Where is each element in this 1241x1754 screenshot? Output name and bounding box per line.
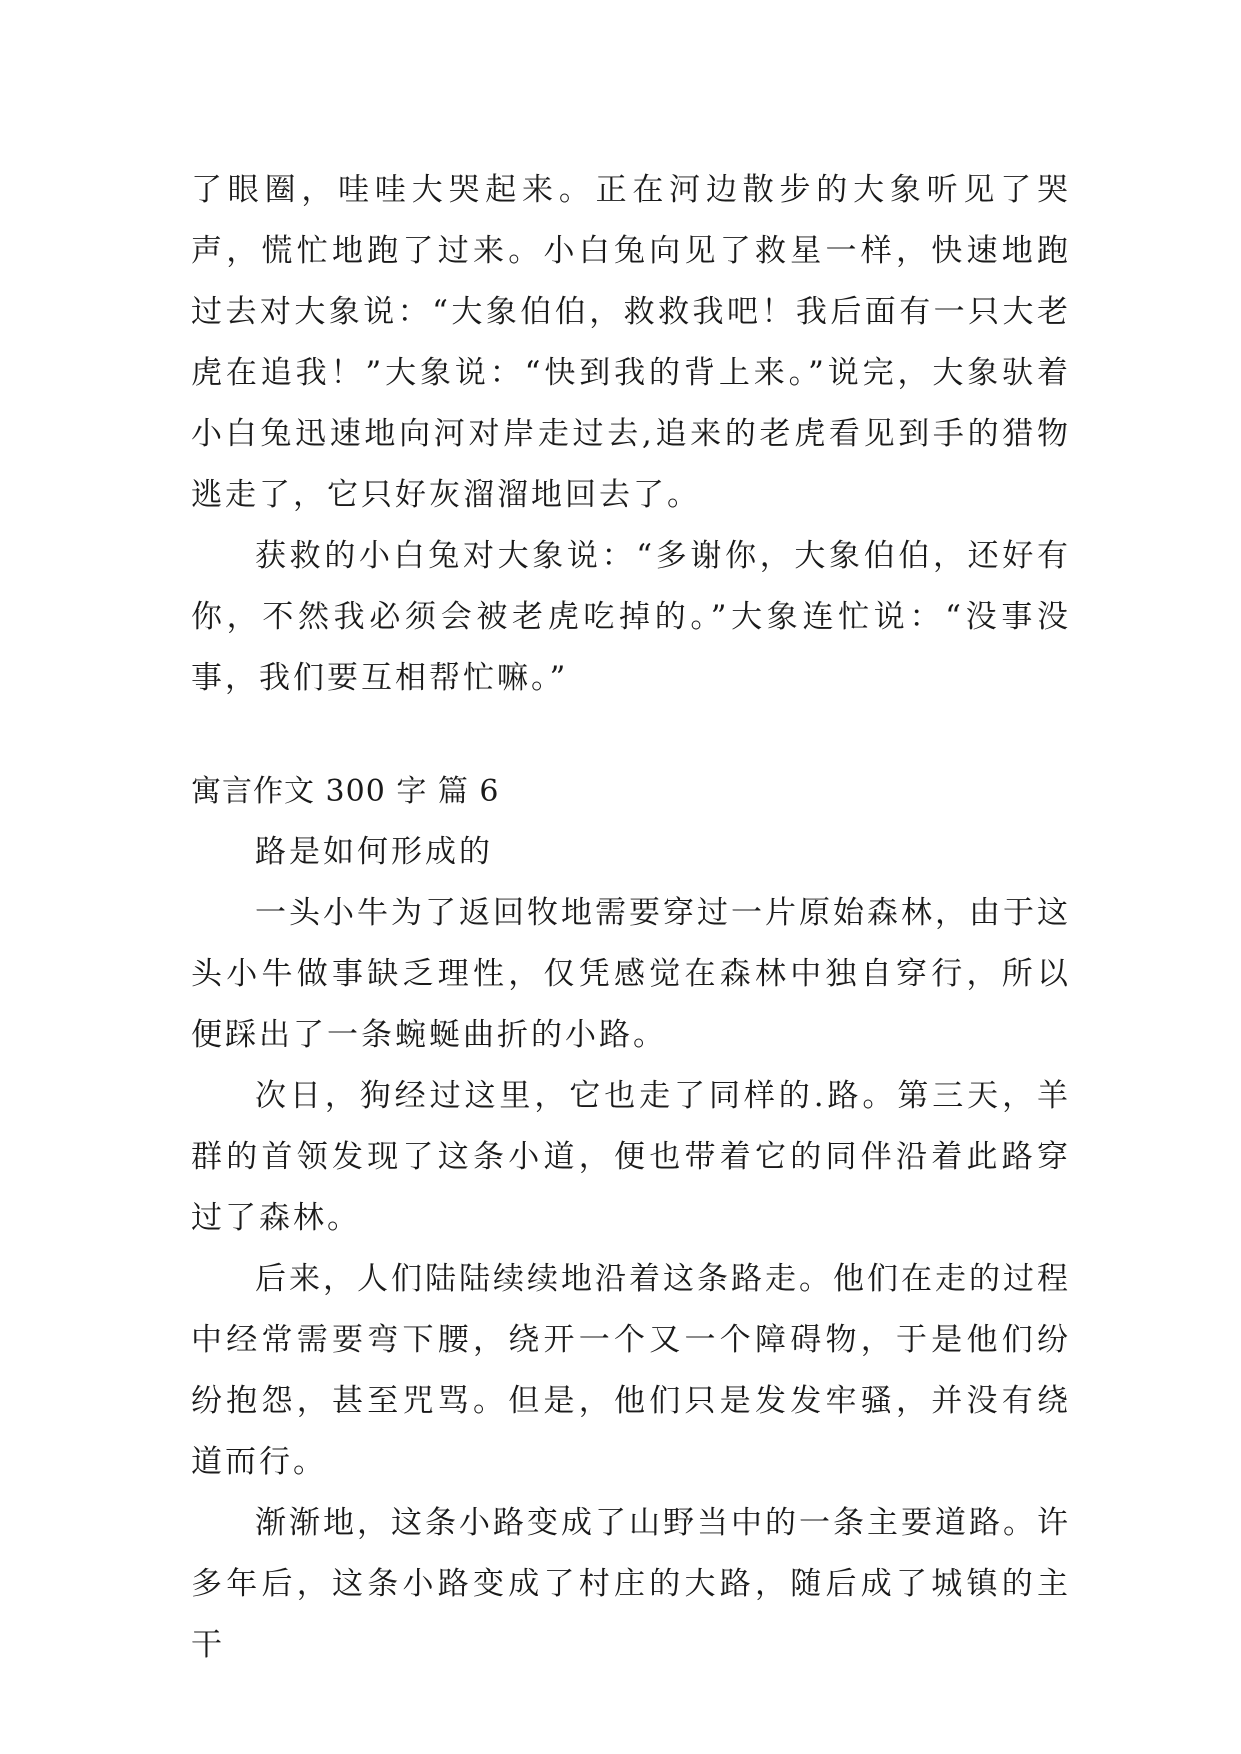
paragraph: 后来，人们陆陆续续地沿着这条路走。他们在走的过程中经常需要弯下腰，绕开一个又一个障碍物，于是他们纷纷抱怨，甚至咒骂。但是，他们只是发发牢骚，并没有绕道而行。 [191, 1261, 1071, 1480]
paragraph: 获救的小白兔对大象说：“多谢你，大象伯伯，还好有你，不然我必须会被老虎吃掉的。”大象连忙说：“没事没事，我们要互相帮忙嘛。” [191, 538, 1071, 696]
story-title: 路是如何形成的 [255, 834, 493, 870]
paragraph: 次日，狗经过这里，它也走了同样的.路。第三天，羊群的首领发现了这条小道，便也带着它的同伴沿着此路穿过了森林。 [191, 1078, 1071, 1236]
document-body [191, 160, 1071, 1676]
paragraph: 一头小牛为了返回牧地需要穿过一片原始森林，由于这头小牛做事缺乏理性，仅凭感觉在森林中独自穿行，所以便踩出了一条蜿蜒曲折的小路。 [191, 895, 1071, 1053]
paragraph: 渐渐地，这条小路变成了山野当中的一条主要道路。许多年后，这条小路变成了村庄的大路，随后成了城镇的主干 [191, 1505, 1071, 1663]
section-heading: 寓言作文 300 字 篇 6 [191, 774, 500, 809]
paragraph: 了眼圈，哇哇大哭起来。正在河边散步的大象听见了哭声，慌忙地跑了过来。小白兔向见了救星一样，快速地跑过去对大象说：“大象伯伯，救救我吧！我后面有一只大老虎在追我！”大象说：“快到我的背上来。”说完，大象驮着小白兔迅速地向河对岸走过去,追来的老虎看见到手的猎物逃走了，它只好灰溜溜地回去了。 [191, 172, 1071, 513]
